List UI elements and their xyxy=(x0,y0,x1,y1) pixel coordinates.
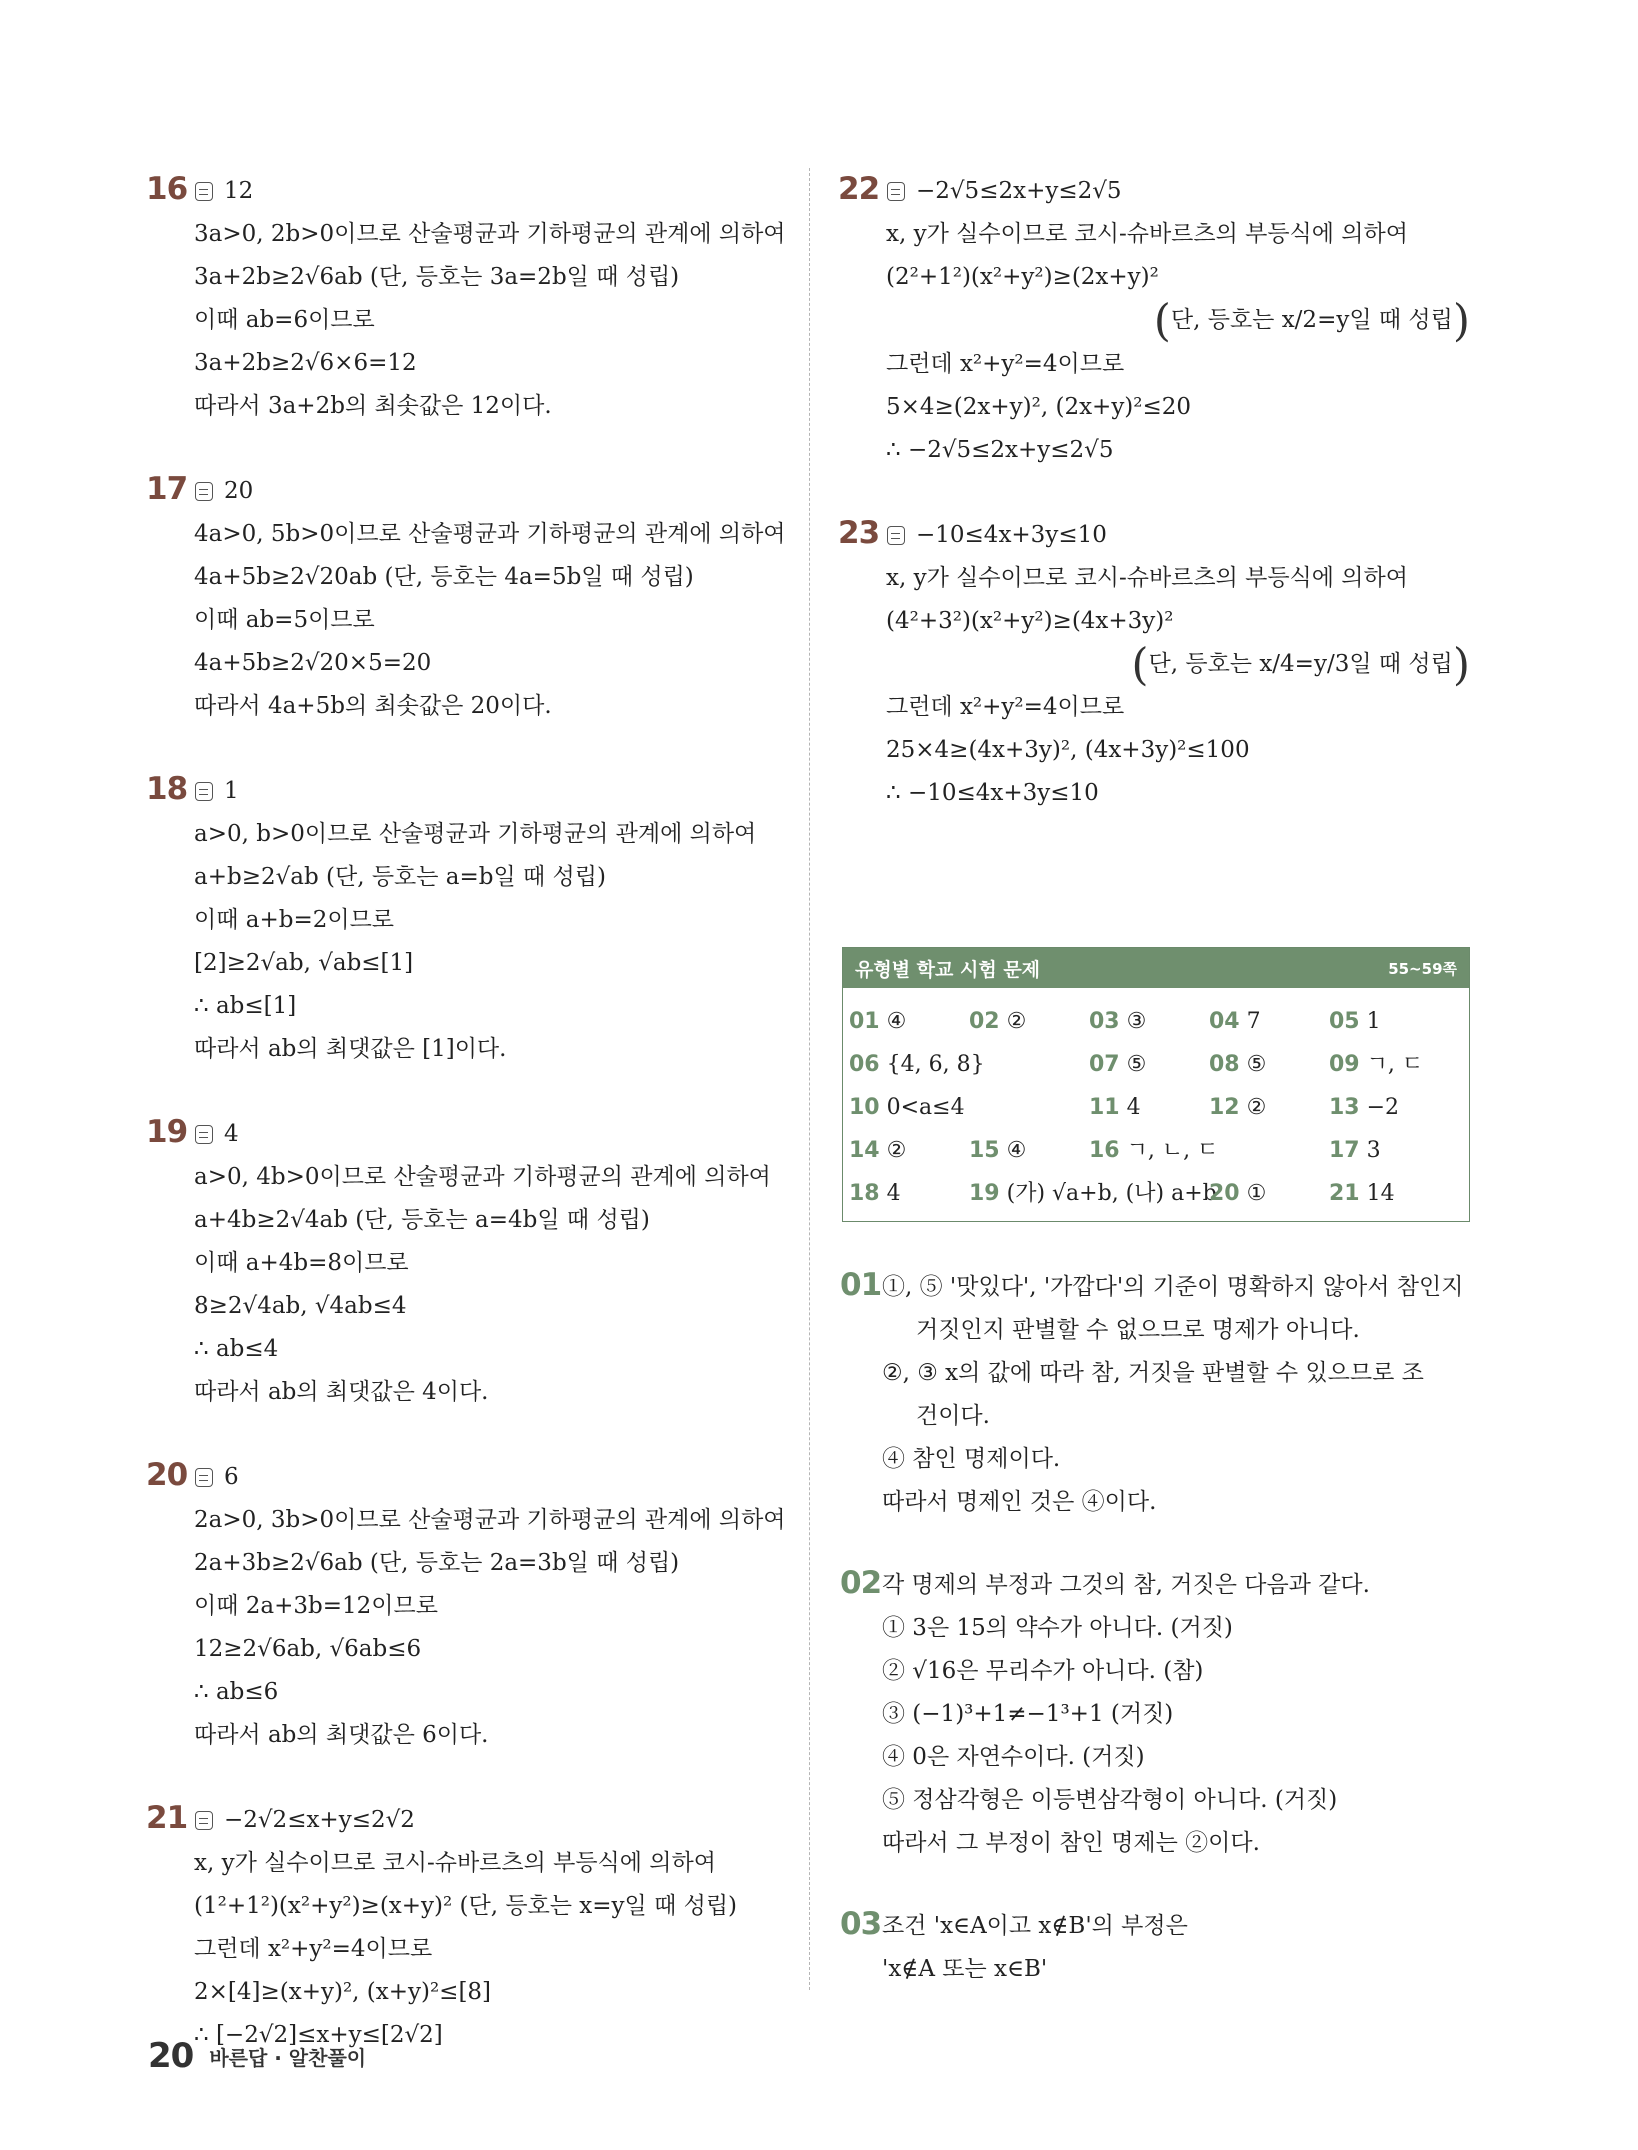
answer-cell: 13 −2 xyxy=(1329,1095,1400,1120)
equality-condition: 단, 등호는 x/4=y/3일 때 성립 xyxy=(1148,650,1453,677)
table-title: 유형별 학교 시험 문제 xyxy=(855,958,1041,981)
solution-line: ③ (−1)³+1≠−1³+1 (거짓) xyxy=(882,1701,1174,1727)
solution-line: 따라서 그 부정이 참인 명제는 ②이다. xyxy=(882,1830,1260,1856)
solution-line: 12≥2√6ab, √6ab≤6 xyxy=(194,1636,422,1662)
solution-line: x, y가 실수이므로 코시-슈바르츠의 부등식에 의하여 xyxy=(886,221,1408,247)
answer-cell: 20 ① xyxy=(1209,1181,1267,1206)
solution-line: ∴ ab≤6 xyxy=(194,1679,279,1705)
solution-line: 2×[4]≥(x+y)², (x+y)²≤[8] xyxy=(194,1979,492,2005)
answer-cell: 16 ㄱ, ㄴ, ㄷ xyxy=(1089,1138,1219,1163)
solution-line: (2²+1²)(x²+y²)≥(2x+y)² xyxy=(886,264,1159,290)
solution-line: ①, ⑤ '맛있다', '가깝다'의 기준이 명확하지 않아서 참인지 xyxy=(882,1274,1464,1300)
problem-number: 16 xyxy=(146,171,188,207)
answer-cell: 19 (가) √a+b, (나) a+b xyxy=(969,1181,1217,1206)
table-row xyxy=(843,1086,1469,1129)
solution-line: a+4b≥2√4ab (단, 등호는 a=4b일 때 성립) xyxy=(194,1207,650,1233)
right-paren-icon: ) xyxy=(1452,639,1470,690)
solution-line: 이때 ab=5이므로 xyxy=(194,607,375,633)
solution-line: ① 3은 15의 약수가 아니다. (거짓) xyxy=(882,1615,1233,1641)
equality-condition: 단, 등호는 x/2=y일 때 성립 xyxy=(1170,307,1453,333)
answer-cell: 14 ② xyxy=(849,1138,907,1163)
right-paren-icon: ) xyxy=(1452,295,1470,347)
answer-cell: 08 ⑤ xyxy=(1209,1052,1267,1077)
answer-icon xyxy=(194,1810,214,1831)
solution-line: x, y가 실수이므로 코시-슈바르츠의 부등식에 의하여 xyxy=(194,1850,716,1876)
answer: −2√5≤2x+y≤2√5 xyxy=(916,178,1122,204)
answer-cell: 04 7 xyxy=(1209,1009,1261,1034)
left-paren-icon: ( xyxy=(1131,639,1149,690)
solution-line: 따라서 ab의 최댓값은 [1]이다. xyxy=(194,1036,507,1062)
answer-cell: 03 ③ xyxy=(1089,1009,1147,1034)
solution-line: 그런데 x²+y²=4이므로 xyxy=(886,350,1125,377)
solution-line: 2a+3b≥2√6ab (단, 등호는 2a=3b일 때 성립) xyxy=(194,1550,680,1576)
solution-line: 3a>0, 2b>0이므로 산술평균과 기하평균의 관계에 의하여 xyxy=(194,221,786,247)
solution-line: 따라서 ab의 최댓값은 6이다. xyxy=(194,1722,489,1748)
solution-line: 'x∉A 또는 x∈B' xyxy=(882,1956,1048,1982)
problem-number: 21 xyxy=(146,1800,188,1836)
answer: 1 xyxy=(224,778,239,804)
solution-number: 03 xyxy=(840,1906,882,1942)
solution-line: 4a>0, 5b>0이므로 산술평균과 기하평균의 관계에 의하여 xyxy=(194,521,786,547)
problem-23 xyxy=(840,514,1480,816)
answer-cell: 05 1 xyxy=(1329,1009,1381,1034)
solution-line: 8≥2√4ab, √4ab≤4 xyxy=(194,1293,407,1319)
page-footer xyxy=(148,2036,366,2076)
problem-number: 22 xyxy=(838,171,880,207)
solution-line: ④ 0은 자연수이다. (거짓) xyxy=(882,1744,1145,1770)
solution-line: 이때 a+4b=8이므로 xyxy=(194,1250,409,1276)
table-row xyxy=(843,1129,1469,1172)
answer-cell: 18 4 xyxy=(849,1181,901,1206)
answer: 20 xyxy=(224,478,254,504)
answer-icon xyxy=(194,1467,214,1488)
solution-line: 5×4≥(2x+y)², (2x+y)²≤20 xyxy=(886,393,1192,420)
solution-line: a>0, b>0이므로 산술평균과 기하평균의 관계에 의하여 xyxy=(194,821,757,847)
left-paren-icon: ( xyxy=(1153,295,1171,347)
problem-number: 23 xyxy=(838,514,880,551)
solution-line: ⑤ 정삼각형은 이등변삼각형이 아니다. (거짓) xyxy=(882,1787,1338,1813)
problem-19 xyxy=(148,1113,788,1414)
solution-01 xyxy=(840,1266,1480,1524)
answer: −10≤4x+3y≤10 xyxy=(916,521,1107,548)
solution-line: 따라서 4a+5b의 최솟값은 20이다. xyxy=(194,693,552,719)
answer-cell: 11 4 xyxy=(1089,1095,1141,1120)
answer-icon xyxy=(886,525,906,546)
answer-cell: 12 ② xyxy=(1209,1095,1267,1120)
solution-line: (4²+3²)(x²+y²)≥(4x+3y)² xyxy=(886,607,1174,634)
exam-answer-table xyxy=(842,947,1470,1222)
solution-line: 건이다. xyxy=(916,1403,990,1429)
solution-line: ∴ −2√5≤2x+y≤2√5 xyxy=(886,436,1114,463)
solution-line: ② √16은 무리수가 아니다. (참) xyxy=(882,1658,1204,1684)
problem-17 xyxy=(148,470,788,728)
problem-18 xyxy=(148,770,788,1071)
solution-line: 4a+5b≥2√20×5=20 xyxy=(194,650,432,676)
answer-cell: 02 ② xyxy=(969,1009,1027,1034)
answer-cell: 21 14 xyxy=(1329,1181,1395,1206)
problem-number: 18 xyxy=(146,771,188,807)
table-header xyxy=(843,948,1469,988)
answer-icon xyxy=(194,1124,214,1145)
right-column xyxy=(840,170,1480,2031)
solution-line: a>0, 4b>0이므로 산술평균과 기하평균의 관계에 의하여 xyxy=(194,1164,771,1190)
solution-line: 조건 'x∈A이고 x∉B'의 부정은 xyxy=(882,1913,1188,1939)
solution-line: ④ 참인 명제이다. xyxy=(882,1446,1061,1472)
table-row xyxy=(843,1000,1469,1043)
problem-number: 17 xyxy=(146,471,188,507)
table-row xyxy=(843,1043,1469,1086)
answer-cell: 17 3 xyxy=(1329,1138,1381,1163)
problem-number: 20 xyxy=(146,1457,188,1493)
solution-line: 그런데 x²+y²=4이므로 xyxy=(194,1936,433,1962)
solution-line: 따라서 ab의 최댓값은 4이다. xyxy=(194,1379,489,1405)
solution-line: 3a+2b≥2√6×6=12 xyxy=(194,350,417,376)
solution-number: 02 xyxy=(840,1565,882,1601)
solution-line: 4a+5b≥2√20ab (단, 등호는 4a=5b일 때 성립) xyxy=(194,564,694,590)
left-column xyxy=(148,170,788,2099)
solution-line: 각 명제의 부정과 그것의 참, 거짓은 다음과 같다. xyxy=(882,1572,1370,1598)
solution-line: 따라서 명제인 것은 ④이다. xyxy=(882,1489,1157,1515)
answer-icon xyxy=(194,781,214,802)
solution-line: 이때 ab=6이므로 xyxy=(194,307,375,333)
answer: 6 xyxy=(224,1464,239,1490)
answer-cell: 07 ⑤ xyxy=(1089,1052,1147,1077)
solution-line: 2a>0, 3b>0이므로 산술평균과 기하평균의 관계에 의하여 xyxy=(194,1507,786,1533)
problem-16 xyxy=(148,170,788,428)
solution-line: x, y가 실수이므로 코시-슈바르츠의 부등식에 의하여 xyxy=(886,564,1408,591)
book-title: 바른답 · 알찬풀이 xyxy=(209,2045,367,2070)
problem-22 xyxy=(840,170,1480,472)
page-number: 20 xyxy=(148,2036,194,2076)
solution-line: a+b≥2√ab (단, 등호는 a=b일 때 성립) xyxy=(194,864,606,890)
solution-line: 이때 2a+3b=12이므로 xyxy=(194,1593,438,1619)
solution-number: 01 xyxy=(840,1267,882,1303)
solution-line: ∴ ab≤[1] xyxy=(194,993,297,1019)
solution-line: 25×4≥(4x+3y)², (4x+3y)²≤100 xyxy=(886,737,1250,763)
answer-cell: 10 0<a≤4 xyxy=(849,1095,965,1120)
solution-02 xyxy=(840,1564,1480,1865)
table-row xyxy=(843,1172,1469,1215)
answer-cell: 09 ㄱ, ㄷ xyxy=(1329,1052,1424,1077)
answer-icon xyxy=(194,481,214,502)
solution-line: 따라서 3a+2b의 최솟값은 12이다. xyxy=(194,393,552,419)
problem-20 xyxy=(148,1456,788,1757)
problem-number: 19 xyxy=(146,1114,188,1150)
solution-line: (1²+1²)(x²+y²)≥(x+y)² (단, 등호는 x=y일 때 성립) xyxy=(194,1893,738,1919)
solution-line: ∴ [−2√2]≤x+y≤[2√2] xyxy=(194,2022,443,2048)
table-pages: 55~59쪽 xyxy=(1388,959,1457,978)
solution-line: [2]≥2√ab, √ab≤[1] xyxy=(194,950,414,976)
answer-icon xyxy=(886,181,906,202)
solution-line: 그런데 x²+y²=4이므로 xyxy=(886,694,1125,720)
solution-03 xyxy=(840,1905,1480,1991)
answer-cell: 15 ④ xyxy=(969,1138,1027,1163)
answer: 4 xyxy=(224,1121,239,1147)
answer: −2√2≤x+y≤2√2 xyxy=(224,1807,415,1833)
solution-line: 3a+2b≥2√6ab (단, 등호는 3a=2b일 때 성립) xyxy=(194,264,680,290)
answer-icon xyxy=(194,181,214,202)
answer: 12 xyxy=(224,178,254,204)
column-divider xyxy=(809,168,810,1990)
solution-line: 거짓인지 판별할 수 없으므로 명제가 아니다. xyxy=(916,1317,1360,1343)
answer-cell: 01 ④ xyxy=(849,1009,907,1034)
solution-line: 이때 a+b=2이므로 xyxy=(194,907,395,933)
answer-cell: 06 {4, 6, 8} xyxy=(849,1052,985,1077)
solution-line: ②, ③ x의 값에 따라 참, 거짓을 판별할 수 있으므로 조 xyxy=(882,1360,1424,1386)
solution-line: ∴ ab≤4 xyxy=(194,1336,279,1362)
problem-21 xyxy=(148,1799,788,2057)
solution-line: ∴ −10≤4x+3y≤10 xyxy=(886,780,1099,806)
